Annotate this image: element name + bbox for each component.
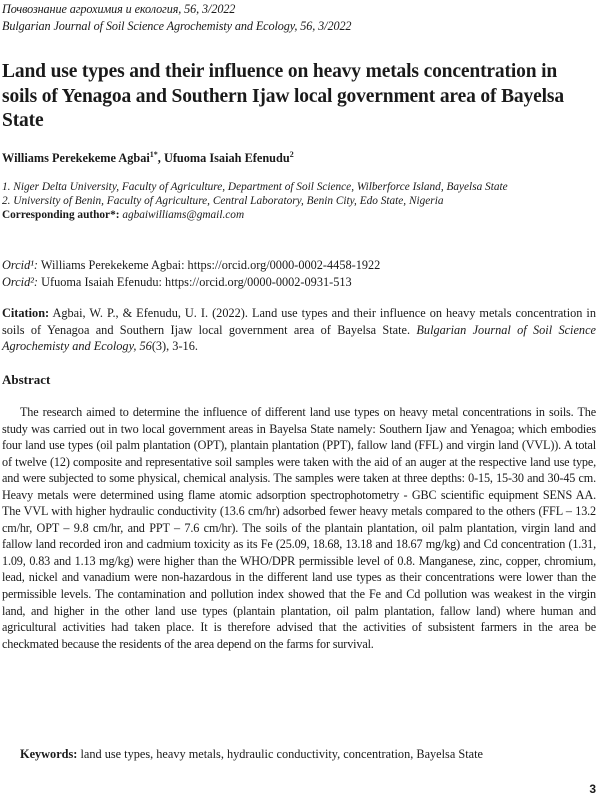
author-affiliation-marker: 2	[289, 150, 294, 159]
citation-issue-pages: (3), 3-16.	[151, 339, 198, 354]
corresponding-author	[2, 208, 598, 222]
author-affiliation-marker: 1*	[149, 150, 158, 159]
orcid-link[interactable]: Ufuoma Isaiah Efenudu: https://orcid.org/0000-0002-0931-513	[41, 275, 352, 289]
keywords-text: land use types, heavy metals, hydraulic conductivity, concentration, Bayelsa State	[80, 747, 483, 761]
corresponding-author-label: Corresponding author*:	[2, 209, 120, 222]
orcid-label: Orcid²:	[2, 275, 39, 289]
article-title: Land use types and their influence on heavy metals concentration in soils of Yenagoa and Southern Ijaw local government area of Bayelsa State	[2, 61, 564, 131]
author-name: Williams Perekekeme Agbai	[2, 151, 150, 166]
abstract-body: The research aimed to determine the influence of different land use types on heavy metal concentrations in soils. The study was carried out in two local government areas in Bayelsa State namely: Southern Ijaw and Yenagoa; which embodies four land use types (oil palm plantation (OPT), plantain plantation (PPT), fallow land (FFL) and virgin land (VVL)). A total of twelve (12) composite and representative soil samples were taken with the aid of an auger at the respective land use type, and were subjected to some physical, chemical analysis. The samples were taken at three depths: 0-15, 15-30 and 30-45 cm. Heavy metals were determined using flame atomic adsorption spectrophotometry - GBC scientific equipment SENS AA. The VVL with higher hydraulic conductivity (13.6 cm/hr) adsorbed fewer heavy metals compared to the others (FFL – 13.2 cm/hr, OPT – 9.8 cm/hr, and PPT – 7.6 cm/hr). The soils of the plantain plantation, oil palm plantation, virgin land and fallow land recorded iron and cadmium toxicity as its Fe (25.09, 18.68, 13.18 and 18.67 mg/kg) and Cd concentration (1.31, 1.09, 0.83 and 1.13 mg/kg) were higher than the WHO/DPR permissible level of 0.8. Manganese, zinc, copper, chromium, lead, nickel and vanadium were non-hazardous in the different land use types as their concentrations were lower than the permissible levels. The contamination and pollution index showed that the Fe and Cd pollution was weakest in the virgin land, and higher in the other land use types (plantain plantation, oil palm plantation, fallow land) where human and agricultural activities had taken place. It is therefore advised that the activities of subsistent farmers in the area be checkmated because the residents of the area depend on the farms for survival.	[2, 405, 596, 651]
orcid-entry	[2, 257, 596, 274]
affiliations	[2, 180, 598, 223]
citation-text: Agbai, W. P., & Efenudu, U. I. (2022). Land use types and their influence on heavy metals concentration in soils of Yenagoa and Southern Ijaw local government area of Bayelsa State.	[2, 306, 596, 337]
journal-header-english: Bulgarian Journal of Soil Science Agrochemisty and Ecology, 56, 3/2022	[2, 19, 352, 33]
page-number: 3	[589, 782, 596, 796]
citation-label: Citation:	[2, 306, 50, 320]
journal-header-bulgarian: Почвознание агрохимия и екология, 56, 3/2022	[2, 2, 236, 16]
orcid-list	[2, 257, 596, 291]
author-list	[2, 147, 596, 166]
corresponding-author-email[interactable]: agbaiwilliams@gmail.com	[122, 209, 245, 222]
citation	[2, 305, 596, 355]
author-separator: ,	[157, 151, 164, 166]
abstract-heading: Abstract	[2, 372, 51, 387]
affiliation-1: 1. Niger Delta University, Faculty of Agriculture, Department of Soil Science, Wilberforce Island, Bayelsa State	[2, 181, 508, 193]
author-name: Ufuoma Isaiah Efenudu	[163, 151, 290, 166]
orcid-label: Orcid¹:	[2, 258, 39, 272]
orcid-link[interactable]: Williams Perekekeme Agbai: https://orcid.org/0000-0002-4458-1922	[40, 258, 381, 272]
keywords	[2, 746, 596, 762]
citation-journal: Bulgarian Journal of Soil Science Agrochemisty and Ecology, 56	[2, 322, 596, 354]
journal-header	[2, 1, 592, 35]
orcid-entry	[2, 274, 596, 291]
keywords-label: Keywords:	[20, 747, 78, 761]
affiliation-2: 2. University of Benin, Faculty of Agriculture, Central Laboratory, Benin City, Edo State, Nigeria	[2, 195, 444, 208]
